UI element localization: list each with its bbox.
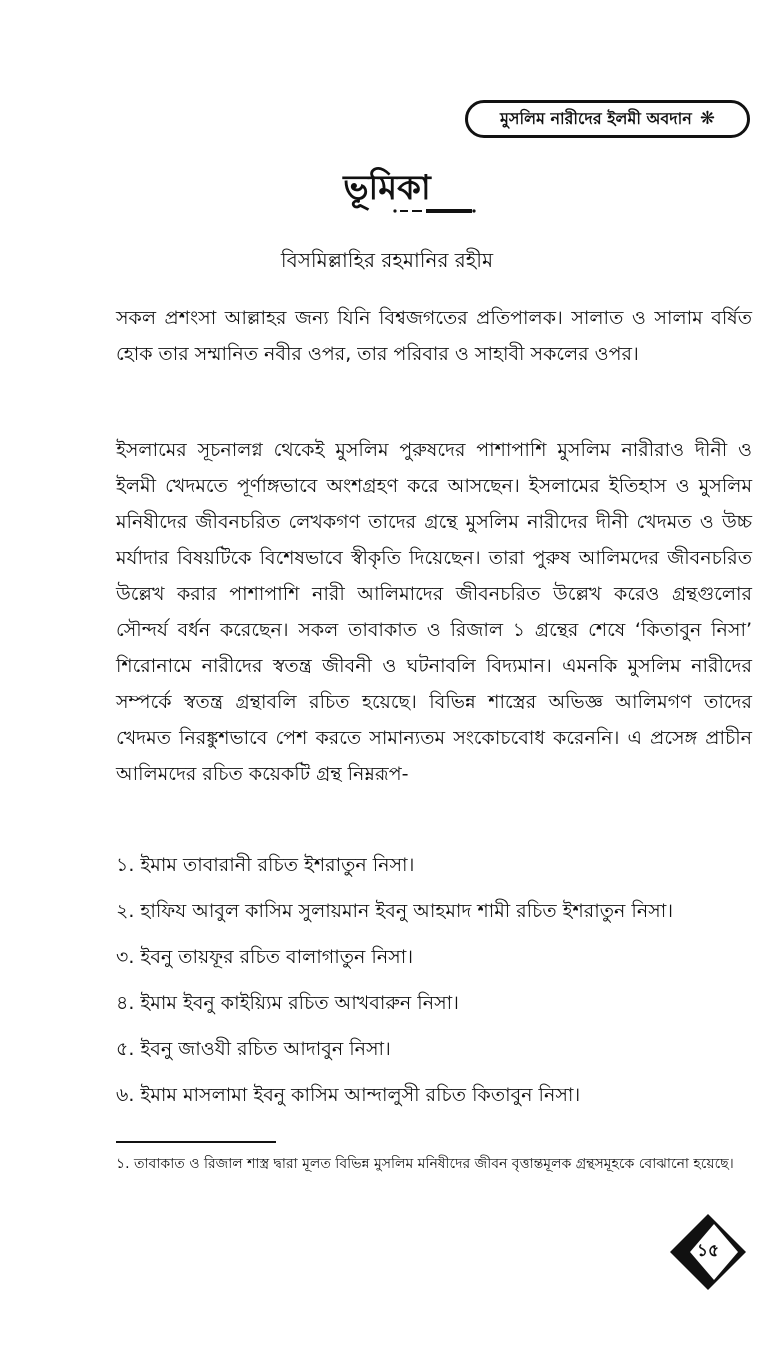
page-number: ১৫ [696, 1241, 720, 1261]
list-item: ১. ইমাম তাবারানী রচিত ইশরাতুন নিসা। [116, 854, 415, 876]
list-item: ২. হাফিয আবুল কাসিম সুলায়মান ইবনু আহমাদ শামী রচিত ইশরাতুন নিসা। [116, 900, 674, 922]
footnote: ১. তাবাকাত ও রিজাল শাস্ত্র দ্বারা মূলত বিভিন্ন মুসলিম মনিষীদের জীবন বৃত্তান্তমূলক গ্রন্থসমূহকে বোঝানো হয়েছে। [116, 1156, 734, 1172]
list-item: ৫. ইবনু জাওযী রচিত আদাবুন নিসা। [116, 1038, 391, 1060]
paragraph-1: সকল প্রশংসা আল্লাহর জন্য যিনি বিশ্বজগতের প্রতিপালক। সালাত ও সালাম বর্ষিত হোক তার সম্মানিত নবীর ওপর, তার পরিবার ও সাহাবী সকলের ওপর। [116, 307, 752, 365]
list-item: ৩. ইবনু তায়ফূর রচিত বালাগাতুন নিসা। [116, 946, 414, 968]
paragraph-2: ইসলামের সূচনালগ্ন থেকেই মুসলিম পুরুষদের পাশাপাশি মুসলিম নারীরাও দীনী ও ইলমী খেদমতে পূর্ণাঙ্গভাবে অংশগ্রহণ করে আসছেন। ইসলামের ইতিহাস ও মুসলিম মনিষীদের জীবনচরিত লেখকগণ তাদের গ্রন্থে মুসলিম নারীদের দীনী খেদমত ও উচ্চ মর্যাদার বিষয়টিকে বিশেষভাবে স্বীকৃতি দিয়েছেন। তারা পুরুষ আলিমদের জীবনচরিত উল্লেখ করার পাশাপাশি নারী আলিমাদের জীবনচরিত উল্লেখ করেও গ্রন্থগুলোর সৌন্দর্য বর্ধন করেছেন। সকল তাবাকাত ও রিজাল ১ গ্রন্থের শেষে ‘কিতাবুন নিসা’ শিরোনামে নারীদের স্বতন্ত্র জীবনী ও ঘটনাবলি বিদ্যমান। এমনকি মুসলিম নারীদের সম্পর্কে স্বতন্ত্র গ্রন্থাবলি রচিত হয়েছে। বিভিন্ন শাস্ত্রের অভিজ্ঞ আলিমগণ তাদের খেদমত নিরঙ্কুশভাবে পেশ করতে সামান্যতম সংকোচবোধ করেননি। এ প্রসেঙ্গ প্রাচীন আলিমদের রচিত কয়েকটি গ্রন্থ নিম্নরূপ- [116, 439, 752, 785]
list-item: ৪. ইমাম ইবনু কাইয়্যিম রচিত আখবারুন নিসা। [116, 992, 459, 1014]
chapter-title: ভূমিকা [343, 168, 431, 208]
bismillah-line: বিসমিল্লাহির রহমানির রহীম [280, 248, 494, 272]
asterisk-ornament-icon: ❋ [699, 108, 715, 129]
title-underline-ornament [392, 207, 476, 215]
running-header [465, 100, 750, 138]
list-item: ৬. ইমাম মাসলামা ইবনু কাসিম আন্দালুসী রচিত কিতাবুন নিসা। [116, 1084, 581, 1106]
page-number-badge [668, 1212, 748, 1292]
running-header-text: মুসলিম নারীদের ইলমী অবদান [500, 108, 692, 128]
book-list [116, 848, 756, 1124]
footnote-divider [116, 1141, 276, 1143]
